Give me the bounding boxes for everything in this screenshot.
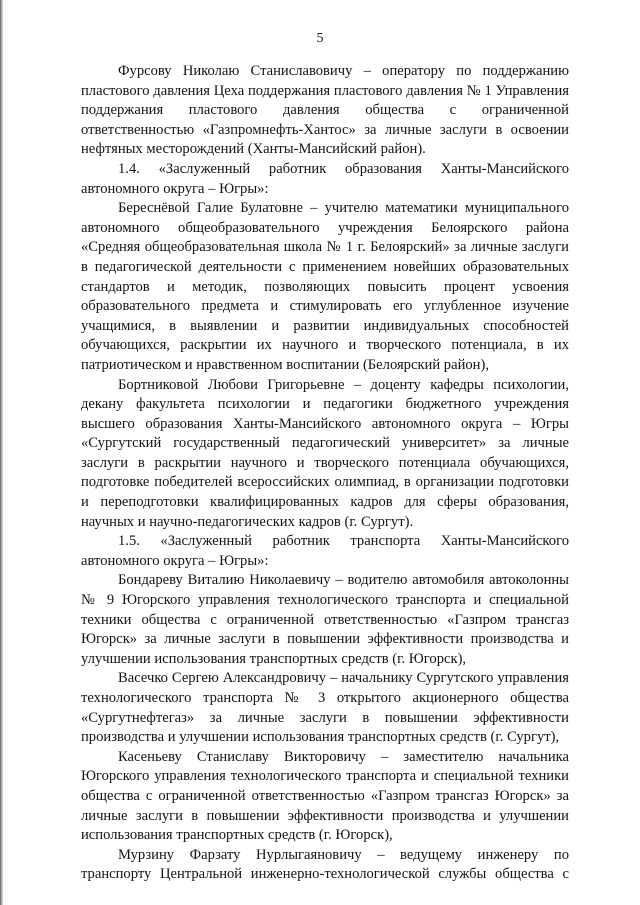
paragraph-murzin: Мурзину Фарзату Нурлыгаяновичу – ведущему инженеру по транспорту Центральной инженерно-технологической службы общества с [81,846,569,883]
section-heading-1-5: 1.5. «Заслуженный работник транспорта Ханты-Мансийского автономного округа – Югры»: [81,533,569,569]
paragraph-bortnikova: Бортниковой Любови Григорьевне – доценту кафедры психологии, декану факультета психологии и педагогики бюджетного учреждения высшего образования Ханты-Мансийского автономного округа – Югры «Сургутский государственный педагогический университет» за личные заслуги в раскрытии научного и творческого потенциала обучающихся, подготовке победителей всероссийских олимпиад, в организации подготовки и переподготовки квалифицированных кадров для сферы образования, научных и научно-педагогических кадров (г. Сургут). [81,376,569,530]
paragraph-bondarev: Бондареву Виталию Николаевичу – водителю автомобиля автоколонны № 9 Югорского управления технологического транспорта и специальной техники общества с ограниченной ответственностью «Газпром трансгаз Югорск» за личные заслуги в повышении эффективности производства и улучшении использования транспортных средств (г. Югорск), [81,572,569,667]
page-number: 5 [316,31,324,46]
document-body [81,62,569,885]
scan-edge [0,0,3,905]
paragraph-vasechko: Васечко Сергею Александровичу – начальнику Сургутского управления технологического транспорта № 3 открытого акционерного общества «Сургутнефтегаз» за личные заслуги в повышении эффективности производства и улучшении использования транспортных средств (г. Сургут), [81,670,569,746]
paragraph-fursov: Фурсову Николаю Станиславовичу – оператору по поддержанию пластового давления Цеха поддержания пластового давления № 1 Управления поддержания пластового давления общества с ограниченной ответственностью «Газпромнефть-Хантос» за личные заслуги в освоении нефтяных месторождений (Ханты-Мансийский район). [81,63,569,158]
paragraph-beresneva: Береснёвой Галие Булатовне – учителю математики муниципального автономного общеобразовательного учреждения Белоярского района «Средняя общеобразовательная школа № 1 г. Белоярский» за личные заслуги в педагогической деятельности с применением новейших образовательных стандартов и методик, позволяющих повысить процент усвоения образовательного предмета и стимулировать его углубленное изучение учащимися, в выявлении и развитии индивидуальных способностей обучающихся, раскрытии их научного и творческого потенциала, в их патриотическом и нравственном воспитании (Белоярский район), [81,200,569,373]
paragraph-kasenev: Касеньеву Станиславу Викторовичу – заместителю начальника Югорского управления технологического транспорта и специальной техники общества с ограниченной ответственностью «Газпром трансгаз Югорск» за личные заслуги в повышении эффективности производства и улучшении использования транспортных средств (г. Югорск), [81,748,569,844]
section-heading-1-4: 1.4. «Заслуженный работник образования Ханты-Мансийского автономного округа – Югры»: [81,160,569,197]
